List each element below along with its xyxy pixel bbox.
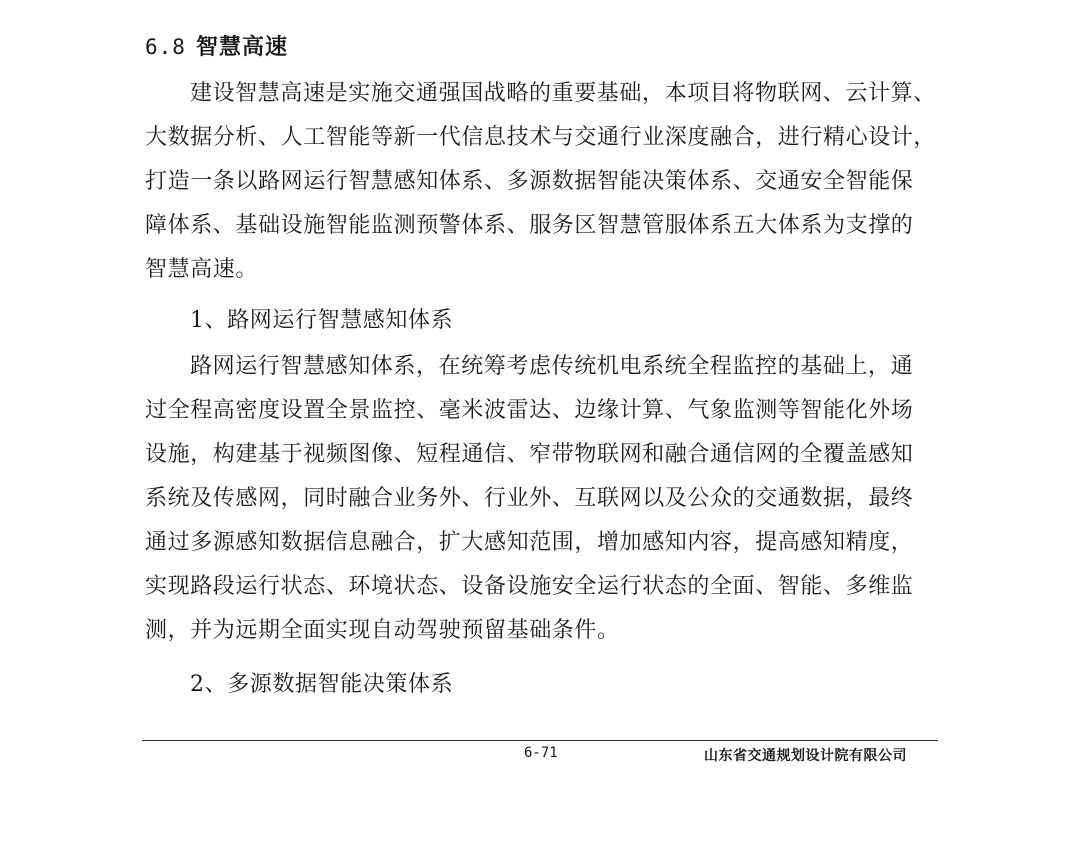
paragraph-line: 系统及传感网，同时融合业务外、行业外、互联网以及公众的交通数据，最终 [145, 486, 914, 511]
paragraph-line: 过全程高密度设置全景监控、毫米波雷达、边缘计算、气象监测等智能化外场 [145, 398, 914, 423]
paragraph-line: 测，并为远期全面实现自动驾驶预留基础条件。 [145, 618, 620, 643]
organization-name: 山东省交通规划设计院有限公司 [704, 748, 907, 764]
paragraph-line: 建设智慧高速是实施交通强国战略的重要基础，本项目将物联网、云计算、 [190, 81, 936, 106]
paragraph-line: 实现路段运行状态、环境状态、设备设施安全运行状态的全面、智能、多维监 [145, 574, 914, 599]
paragraph-line: 智慧高速。 [145, 257, 259, 282]
paragraph-line: 通过多源感知数据信息融合，扩大感知范围，增加感知内容，提高感知精度， [145, 530, 914, 555]
section-title: 智慧高速 [195, 35, 288, 60]
subsection-title-1: 1、路网运行智慧感知体系 [190, 308, 454, 333]
subsection-title-2: 2、多源数据智能决策体系 [190, 672, 454, 697]
paragraph-line: 打造一条以路网运行智慧感知体系、多源数据智能决策体系、交通安全智能保 [145, 169, 914, 194]
paragraph-line: 设施，构建基于视频图像、短程通信、窄带物联网和融合通信网的全覆盖感知 [145, 442, 914, 467]
footer-divider [142, 740, 938, 741]
paragraph-line: 障体系、基础设施智能监测预警体系、服务区智慧管服体系五大体系为支撑的 [145, 213, 914, 238]
section-heading [145, 30, 288, 61]
section-number: 6.8 [145, 35, 186, 59]
page-number: 6-71 [524, 745, 558, 761]
paragraph-line: 大数据分析、人工智能等新一代信息技术与交通行业深度融合，进行精心设计， [145, 125, 937, 150]
paragraph-line: 路网运行智慧感知体系，在统筹考虑传统机电系统全程监控的基础上，通 [190, 354, 914, 379]
